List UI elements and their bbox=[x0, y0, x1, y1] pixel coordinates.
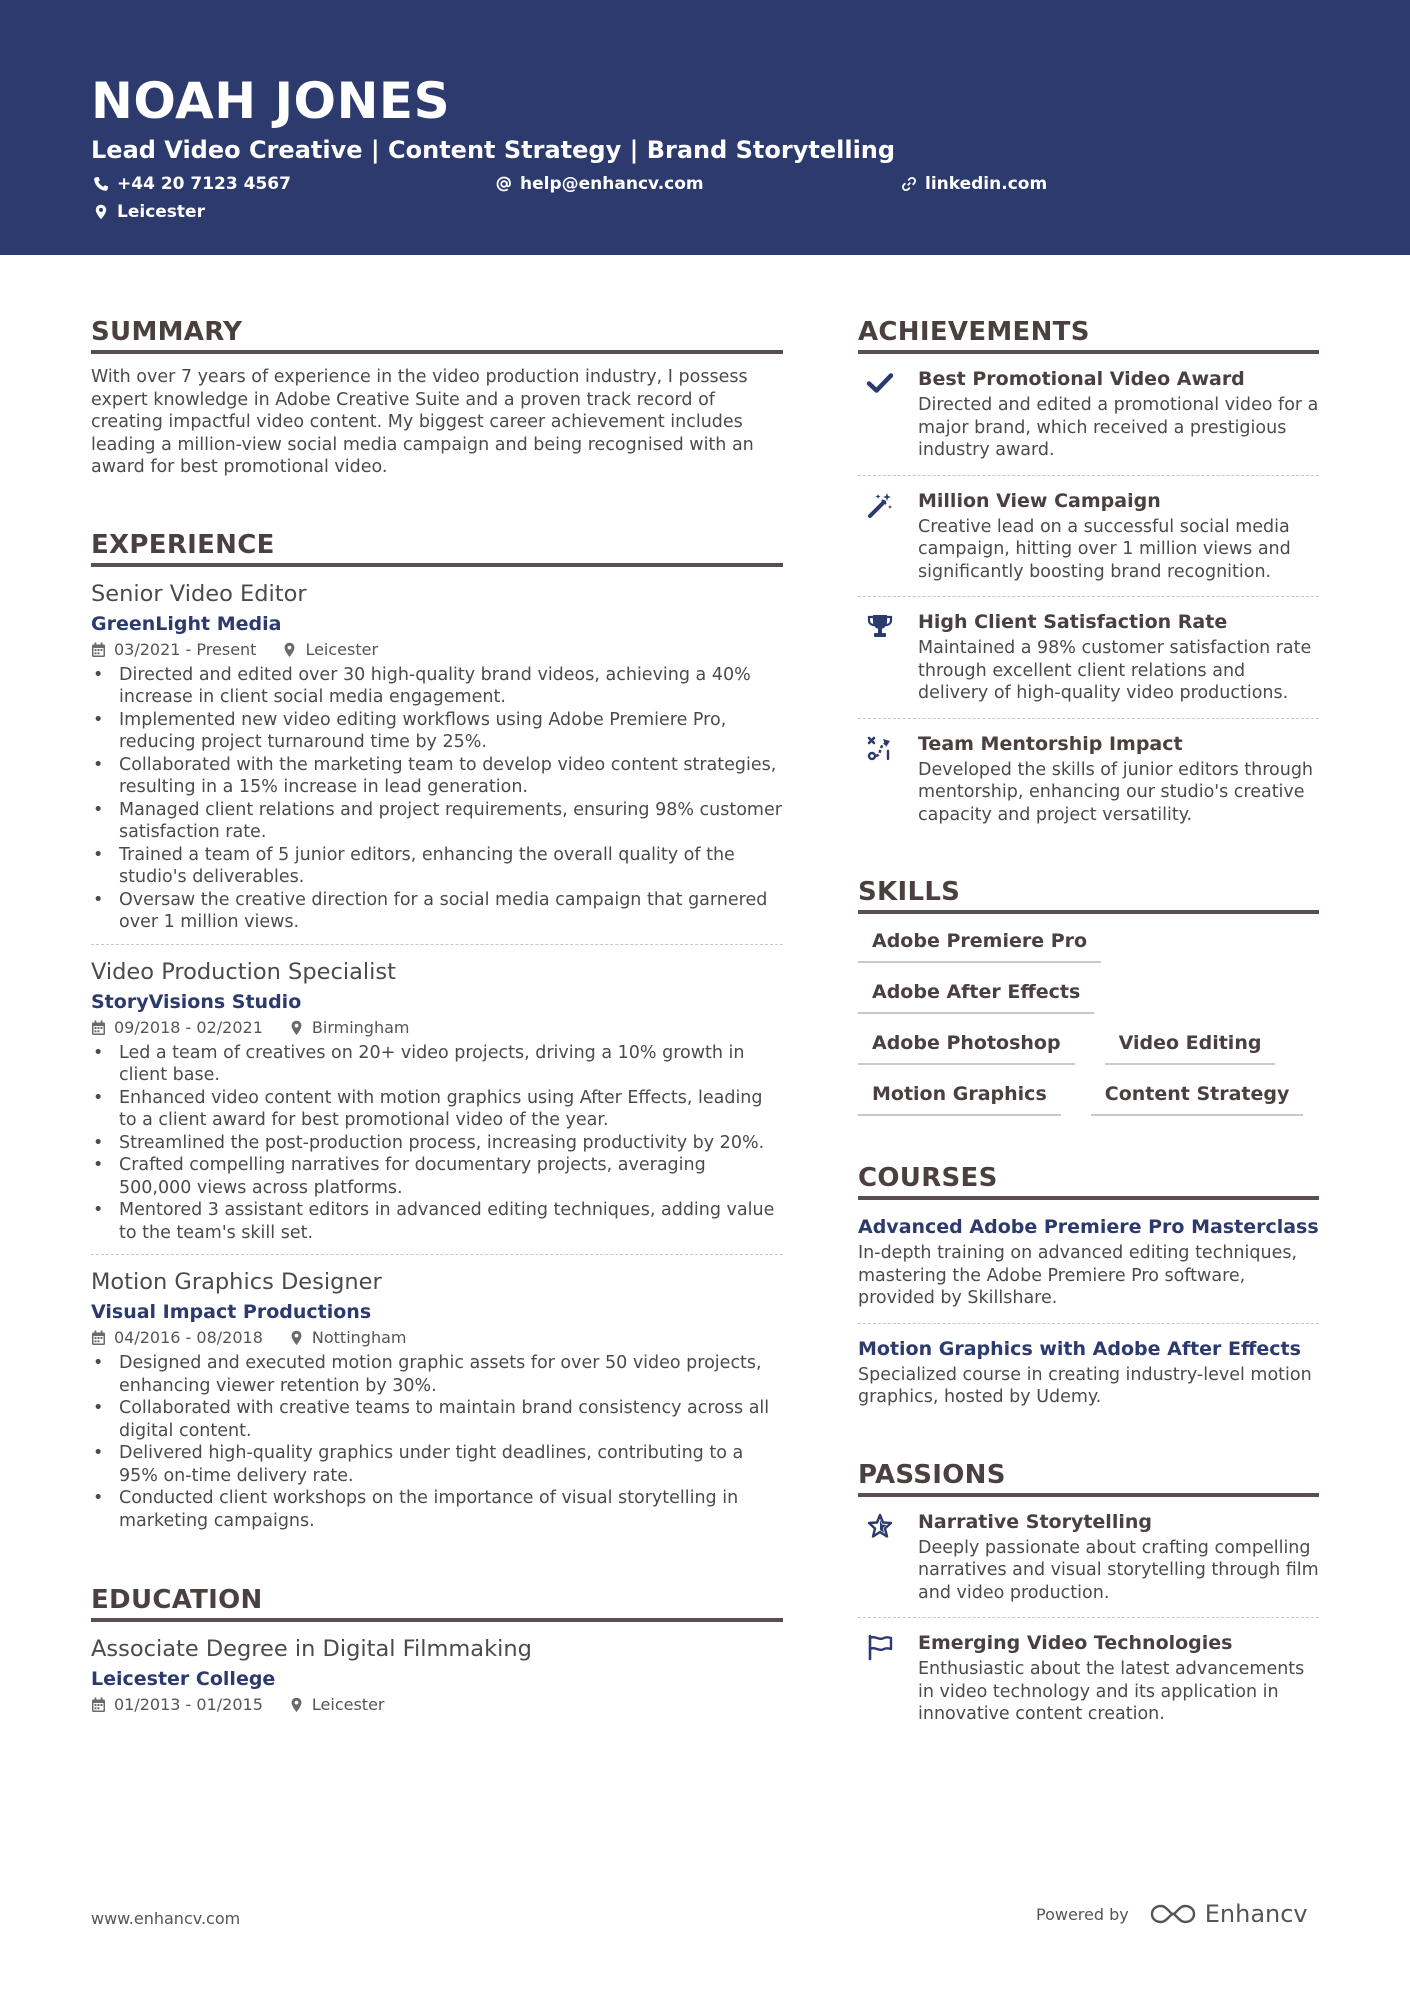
job-bullet: • Directed and edited over 30 high-quality brand videos, achieving a 40% increase in client social media engagement. bbox=[91, 664, 783, 709]
calendar-icon bbox=[91, 1697, 106, 1713]
resume-header bbox=[0, 0, 1410, 255]
entry-divider bbox=[858, 718, 1319, 719]
left-column bbox=[91, 316, 783, 1716]
education-entry bbox=[91, 1634, 783, 1716]
course-title: Advanced Adobe Premiere Pro Masterclass bbox=[858, 1216, 1319, 1238]
course-desc: In-depth training on advanced editing techniques, mastering the Adobe Premiere Pro software, provided by Skillshare. bbox=[858, 1243, 1298, 1308]
calendar-icon bbox=[91, 1330, 106, 1346]
job-bullet: • Collaborated with creative teams to maintain brand consistency across all digital content. bbox=[91, 1397, 783, 1442]
email-contact[interactable] bbox=[496, 174, 704, 194]
skill-tag: Adobe After Effects bbox=[858, 979, 1094, 1014]
entry-divider bbox=[858, 1323, 1319, 1324]
education-location: Leicester bbox=[311, 1695, 385, 1714]
skill-tag: Adobe Premiere Pro bbox=[858, 928, 1101, 963]
job-bullet: • Crafted compelling narratives for documentary projects, averaging 500,000 views across platforms. bbox=[91, 1154, 783, 1199]
job-location: Birmingham bbox=[311, 1017, 410, 1037]
phone-contact[interactable] bbox=[93, 174, 291, 194]
course-item bbox=[858, 1336, 1319, 1409]
flag-icon bbox=[866, 1633, 894, 1661]
job-bullet: • Collaborated with the marketing team to develop video content strategies, resulting in a 15% increase in lead generation. bbox=[91, 754, 783, 799]
linkedin-link: linkedin.com bbox=[925, 174, 1048, 194]
job-bullet: • Oversaw the creative direction for a social media campaign that garnered over 1 million views. bbox=[91, 889, 783, 934]
phone-icon bbox=[93, 176, 109, 192]
entry-divider bbox=[91, 944, 783, 945]
achievement-desc: Developed the skills of junior editors through mentorship, enhancing our studio's creative capacity and project versatility. bbox=[918, 759, 1314, 825]
achievement-item bbox=[858, 366, 1319, 462]
magic-wand-icon bbox=[866, 491, 894, 519]
experience-entry bbox=[91, 957, 783, 1245]
education-dates: 01/2013 - 01/2015 bbox=[114, 1695, 263, 1714]
job-bullet: • Delivered high-quality graphics under tight deadlines, contributing to a 95% on-time delivery rate. bbox=[91, 1442, 783, 1487]
achievement-title: High Client Satisfaction Rate bbox=[918, 611, 1228, 633]
achievement-title: Best Promotional Video Award bbox=[918, 368, 1245, 390]
achievement-desc: Maintained a 98% customer satisfaction rate through excellent client relations and delivery of high-quality video productions. bbox=[918, 638, 1312, 703]
footer-website[interactable]: www.enhancv.com bbox=[91, 1909, 241, 1928]
passion-desc: Enthusiastic about the latest advancements in video technology and its application in innovative content creation. bbox=[918, 1659, 1305, 1724]
passion-item bbox=[858, 1630, 1319, 1726]
candidate-name: NOAH JONES bbox=[91, 72, 451, 130]
strategy-icon bbox=[866, 734, 894, 762]
job-meta bbox=[91, 1327, 783, 1349]
calendar-icon bbox=[91, 642, 106, 658]
skill-tag: Adobe Photoshop bbox=[858, 1030, 1075, 1065]
star-icon bbox=[866, 1512, 894, 1540]
summary-text: With over 7 years of experience in the video production industry, I possess expert knowledge in Adobe Creative Suite and a proven track record of creating impactful video content. My biggest career achievement includes leading a million-view social media campaign and being recognised with an award for best promotional video. bbox=[91, 367, 754, 477]
location-pin-icon bbox=[289, 1330, 304, 1346]
experience-entry bbox=[91, 1267, 783, 1532]
entry-divider bbox=[858, 1617, 1319, 1618]
job-location: Leicester bbox=[305, 639, 379, 659]
location-contact bbox=[93, 202, 205, 222]
achievements-heading: ACHIEVEMENTS bbox=[858, 316, 1319, 354]
right-column bbox=[858, 316, 1319, 1726]
skills-list bbox=[858, 928, 1319, 1116]
entry-divider bbox=[91, 1254, 783, 1255]
achievement-title: Team Mentorship Impact bbox=[918, 732, 1183, 755]
job-bullets bbox=[91, 664, 783, 934]
powered-by-text: Powered by bbox=[1036, 1904, 1129, 1924]
email-address: help@enhancv.com bbox=[520, 174, 704, 194]
job-role: Senior Video Editor bbox=[91, 580, 307, 607]
job-role: Video Production Specialist bbox=[91, 958, 396, 985]
job-role: Motion Graphics Designer bbox=[91, 1269, 382, 1295]
candidate-headline: Lead Video Creative | Content Strategy | Brand Storytelling bbox=[91, 136, 896, 164]
school-name: Leicester College bbox=[91, 1668, 276, 1690]
job-bullet: • Designed and executed motion graphic assets for over 50 video projects, enhancing viewer retention by 30%. bbox=[91, 1352, 783, 1397]
education-meta bbox=[91, 1694, 783, 1716]
location-text: Leicester bbox=[117, 202, 205, 222]
passion-title: Emerging Video Technologies bbox=[918, 1632, 1233, 1654]
education-heading: EDUCATION bbox=[91, 1584, 783, 1622]
course-desc: Specialized course in creating industry-level motion graphics, hosted by Udemy. bbox=[858, 1364, 1312, 1407]
job-dates: 03/2021 - Present bbox=[114, 639, 257, 659]
location-pin-icon bbox=[282, 642, 297, 658]
enhancv-logo-text: Enhancv bbox=[1204, 1900, 1308, 1928]
passions-heading: PASSIONS bbox=[858, 1459, 1319, 1497]
experience-heading: EXPERIENCE bbox=[91, 529, 783, 567]
job-company: StoryVisions Studio bbox=[91, 990, 302, 1013]
job-meta bbox=[91, 1017, 783, 1039]
job-dates: 04/2016 - 08/2018 bbox=[114, 1328, 263, 1347]
skill-tag: Video Editing bbox=[1105, 1030, 1276, 1065]
entry-divider bbox=[858, 596, 1319, 597]
trophy-icon bbox=[866, 612, 894, 640]
skill-tag: Content Strategy bbox=[1091, 1081, 1304, 1116]
linkedin-contact[interactable] bbox=[901, 174, 1047, 194]
footer-branding bbox=[1036, 1900, 1308, 1928]
job-bullet: • Led a team of creatives on 20+ video projects, driving a 10% growth in client base. bbox=[91, 1042, 783, 1087]
experience-entry bbox=[91, 579, 783, 934]
job-bullet: • Conducted client workshops on the importance of visual storytelling in marketing campaigns. bbox=[91, 1487, 783, 1532]
link-icon bbox=[901, 176, 917, 192]
job-company: Visual Impact Productions bbox=[91, 1301, 372, 1323]
achievement-item bbox=[858, 731, 1319, 827]
job-bullet: • Streamlined the post-production process, increasing productivity by 20%. bbox=[91, 1132, 783, 1155]
at-sign-icon bbox=[496, 176, 512, 192]
achievement-desc: Directed and edited a promotional video for a major brand, which received a prestigious industry award. bbox=[918, 395, 1319, 460]
location-pin-icon bbox=[93, 204, 109, 220]
job-bullet: • Mentored 3 assistant editors in advanced editing techniques, adding value to the team's skill set. bbox=[91, 1199, 783, 1244]
location-pin-icon bbox=[289, 1697, 304, 1713]
job-bullet: • Managed client relations and project requirements, ensuring 98% customer satisfaction rate. bbox=[91, 799, 783, 844]
passion-desc: Deeply passionate about crafting compelling narratives and visual storytelling through film and video production. bbox=[918, 1537, 1319, 1603]
job-bullet: • Trained a team of 5 junior editors, enhancing the overall quality of the studio's deliverables. bbox=[91, 844, 783, 889]
entry-divider bbox=[858, 475, 1319, 476]
job-bullets bbox=[91, 1042, 783, 1245]
courses-heading: COURSES bbox=[858, 1162, 1319, 1200]
achievement-item bbox=[858, 488, 1319, 584]
job-bullet: • Enhanced video content with motion graphics using After Effects, leading to a client award for best promotional video of the year. bbox=[91, 1087, 783, 1132]
job-dates: 09/2018 - 02/2021 bbox=[114, 1017, 263, 1037]
passion-title: Narrative Storytelling bbox=[918, 1510, 1152, 1533]
job-bullets bbox=[91, 1352, 783, 1532]
location-pin-icon bbox=[289, 1020, 304, 1036]
enhancv-logo-icon bbox=[1149, 1902, 1197, 1926]
achievement-desc: Creative lead on a successful social media campaign, hitting over 1 million views and significantly boosting brand recognition. bbox=[918, 516, 1291, 582]
checkmark-icon bbox=[866, 369, 894, 397]
job-company: GreenLight Media bbox=[91, 612, 282, 635]
achievement-title: Million View Campaign bbox=[918, 489, 1161, 512]
phone-number: +44 20 7123 4567 bbox=[117, 174, 291, 194]
job-bullet: • Implemented new video editing workflows using Adobe Premiere Pro, reducing project turnaround time by 25%. bbox=[91, 709, 783, 754]
skill-tag: Motion Graphics bbox=[858, 1081, 1061, 1116]
skills-heading: SKILLS bbox=[858, 876, 1319, 914]
calendar-icon bbox=[91, 1020, 106, 1036]
passion-item bbox=[858, 1509, 1319, 1605]
degree-title: Associate Degree in Digital Filmmaking bbox=[91, 1636, 532, 1662]
achievement-item bbox=[858, 609, 1319, 705]
enhancv-logo[interactable] bbox=[1149, 1900, 1308, 1928]
job-meta bbox=[91, 639, 783, 661]
summary-heading: SUMMARY bbox=[91, 316, 783, 354]
job-location: Nottingham bbox=[311, 1328, 407, 1347]
course-item bbox=[858, 1214, 1319, 1310]
course-title: Motion Graphics with Adobe After Effects bbox=[858, 1337, 1301, 1360]
